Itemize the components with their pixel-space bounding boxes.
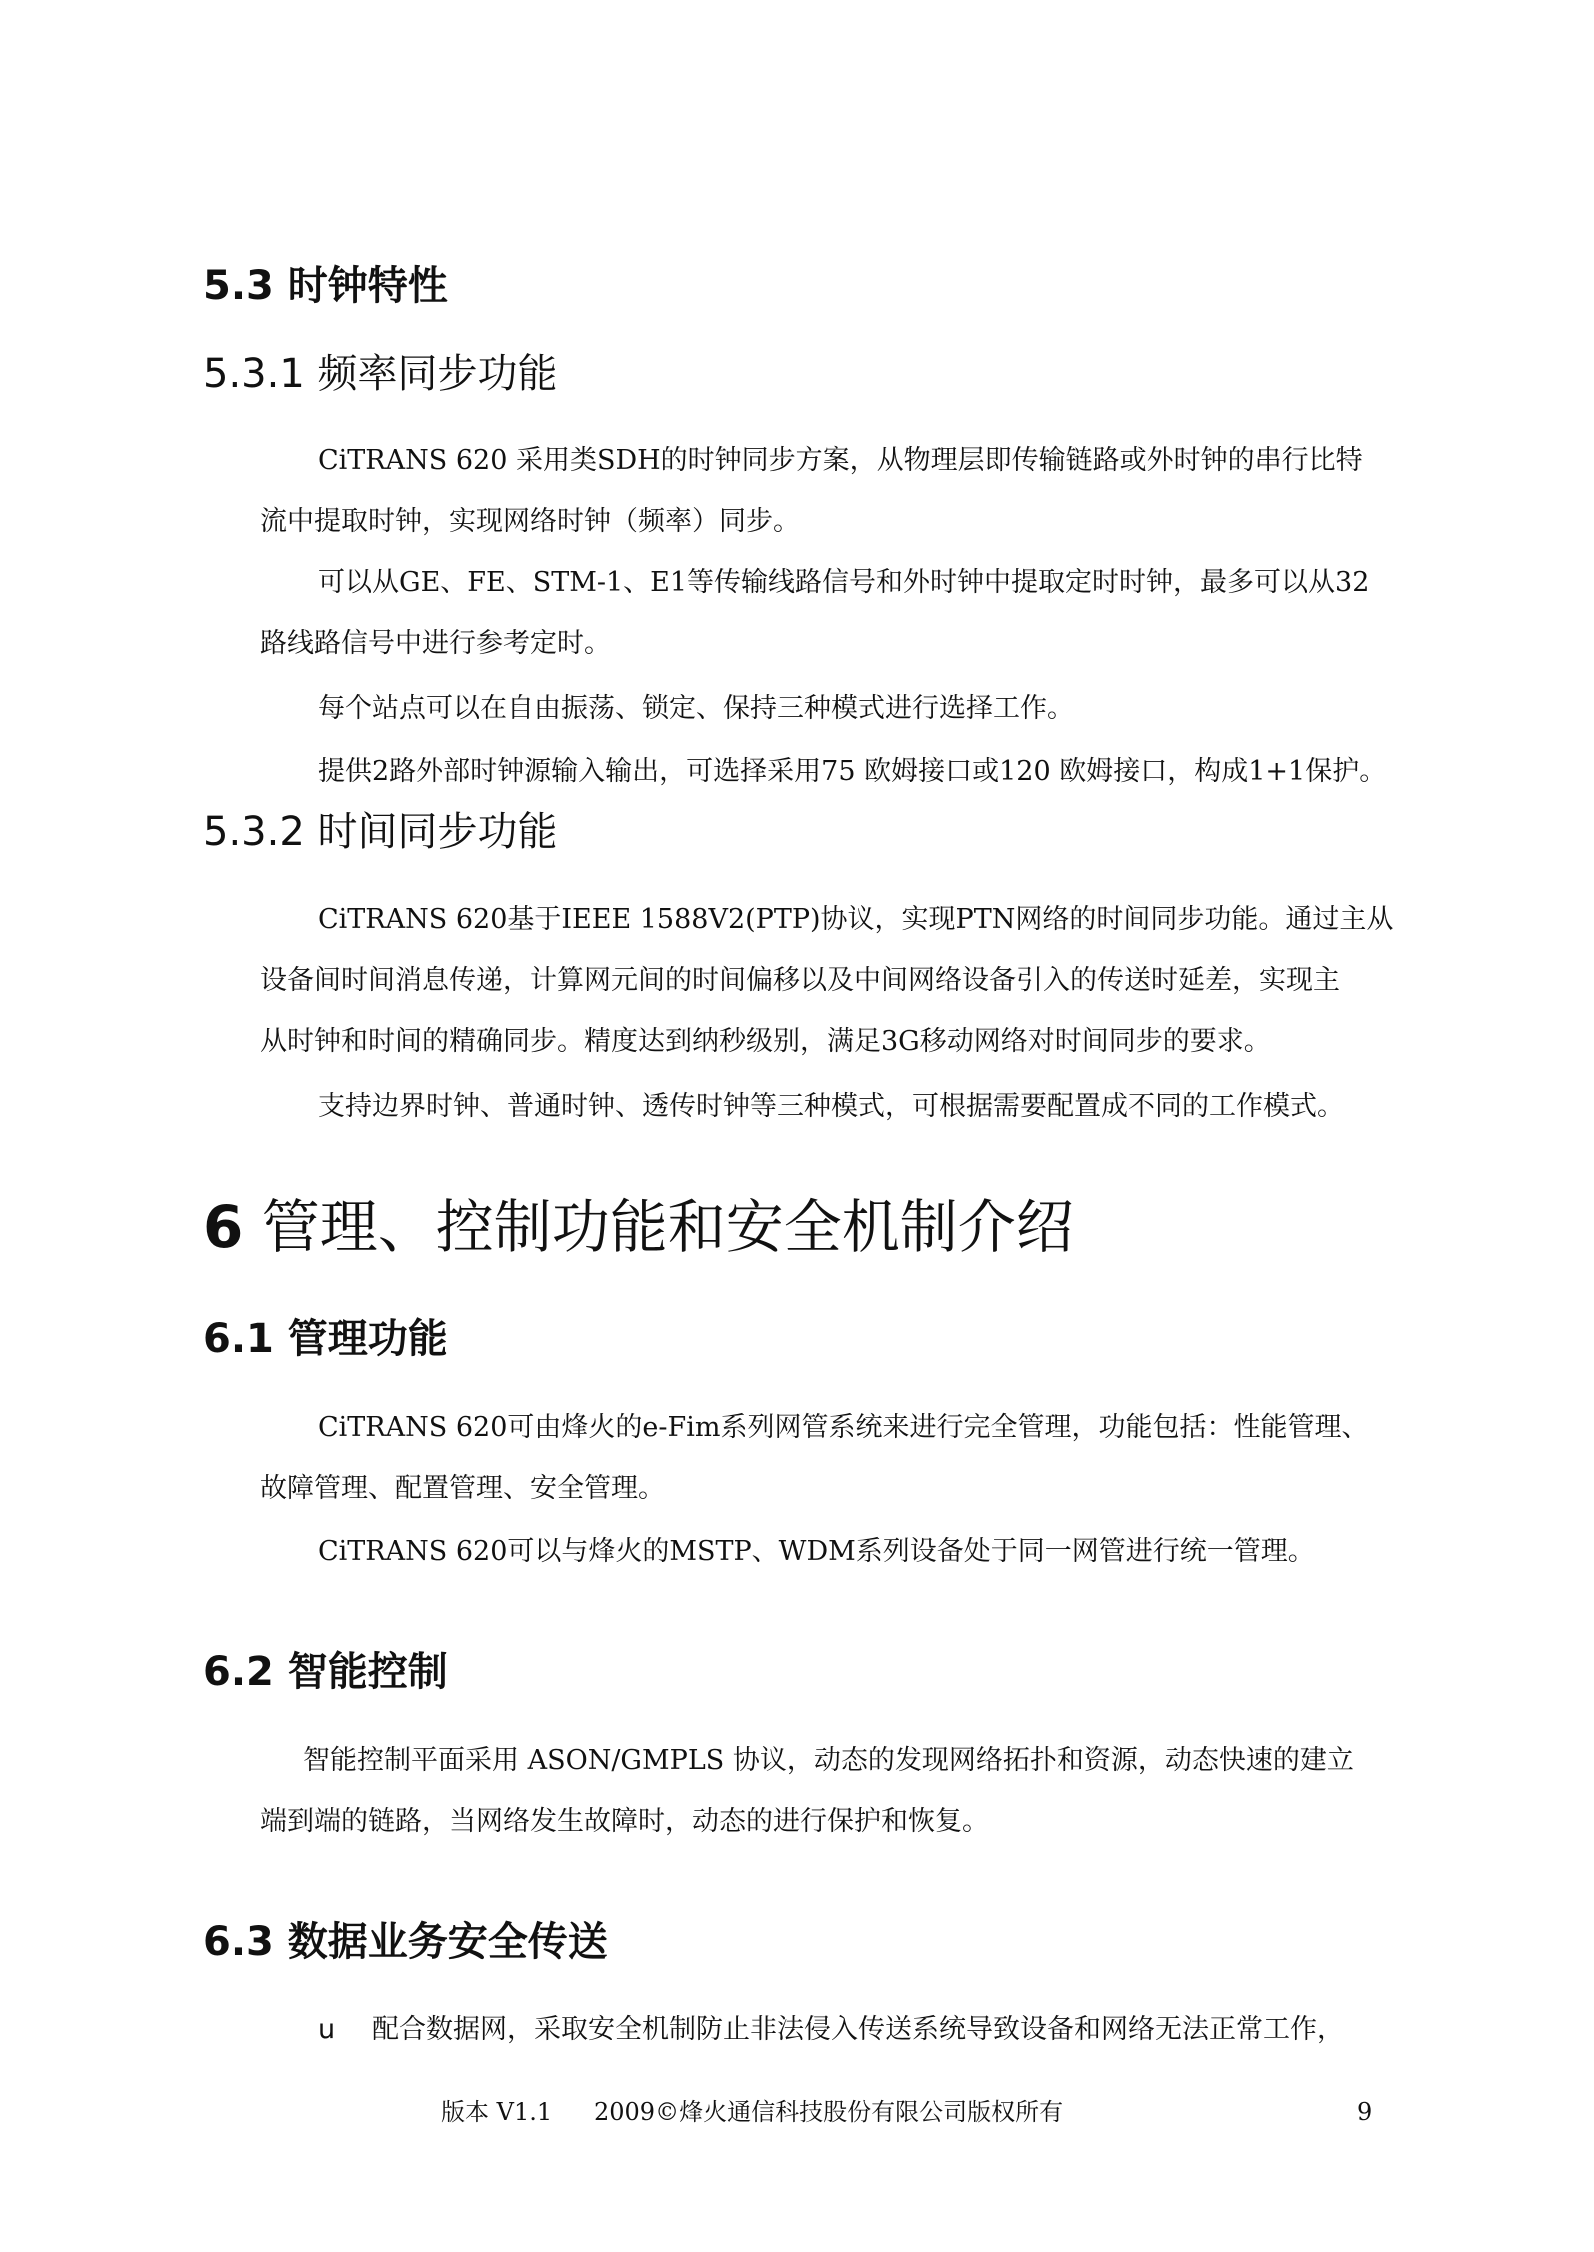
heading-5-3-1: 5.3.1 频率同步功能 xyxy=(203,351,558,397)
paragraph-5-3-1-2-line1: 可以从GE、FE、STM-1、E1等传输线路信号和外时钟中提取定时时钟，最多可以从32 xyxy=(318,567,1370,598)
heading-5-3-2: 5.3.2 时间同步功能 xyxy=(203,809,558,855)
paragraph-6-2-1-line1: 智能控制平面采用 ASON/GMPLS 协议，动态的发现网络拓扑和资源，动态快速的建立 xyxy=(303,1745,1354,1776)
paragraph-5-3-1-1-line1: CiTRANS 620 采用类SDH的时钟同步方案，从物理层即传输链路或外时钟的串行比特 xyxy=(318,445,1363,476)
heading-chapter-6 xyxy=(203,1192,1074,1262)
paragraph-6-1-1-line2: 故障管理、配置管理、安全管理。 xyxy=(260,1473,665,1504)
heading-5-3: 5.3 时钟特性 xyxy=(203,263,448,309)
heading-6-1: 6.1 管理功能 xyxy=(203,1316,448,1362)
bullet-marker: u xyxy=(318,2014,336,2045)
paragraph-5-3-2-1-line1: CiTRANS 620基于IEEE 1588V2(PTP)协议，实现PTN网络的时间同步功能。通过主从 xyxy=(318,904,1394,935)
paragraph-5-3-2-1-line3: 从时钟和时间的精确同步。精度达到纳秒级别，满足3G移动网络对时间同步的要求。 xyxy=(260,1026,1271,1057)
chapter-title: 管理、控制功能和安全机制介绍 xyxy=(261,1193,1074,1261)
paragraph-5-3-1-4: 提供2路外部时钟源输入输出，可选择采用75 欧姆接口或120 欧姆接口，构成1+1保护。 xyxy=(318,756,1387,787)
paragraph-5-3-1-2-line2: 路线路信号中进行参考定时。 xyxy=(260,628,611,659)
paragraph-6-1-1-line1: CiTRANS 620可由烽火的e-Fim系列网管系统来进行完全管理，功能包括：性能管理、 xyxy=(318,1412,1369,1443)
chapter-number: 6 xyxy=(203,1193,244,1261)
heading-6-3: 6.3 数据业务安全传送 xyxy=(203,1919,608,1965)
paragraph-5-3-1-1-line2: 流中提取时钟，实现网络时钟（频率）同步。 xyxy=(260,506,800,537)
footer-copyright: 2009©烽火通信科技股份有限公司版权所有 xyxy=(594,2098,1064,2126)
paragraph-6-1-2: CiTRANS 620可以与烽火的MSTP、WDM系列设备处于同一网管进行统一管理。 xyxy=(318,1536,1315,1567)
heading-6-2: 6.2 智能控制 xyxy=(203,1649,448,1695)
paragraph-5-3-2-2: 支持边界时钟、普通时钟、透传时钟等三种模式，可根据需要配置成不同的工作模式。 xyxy=(318,1091,1344,1122)
paragraph-5-3-2-1-line2: 设备间时间消息传递，计算网元间的时间偏移以及中间网络设备引入的传送时延差，实现主 xyxy=(260,965,1340,996)
bullet-item-1: 配合数据网，采取安全机制防止非法侵入传送系统导致设备和网络无法正常工作， xyxy=(372,2014,1344,2045)
footer-version: 版本 V1.1 xyxy=(441,2098,553,2126)
paragraph-6-2-1-line2: 端到端的链路，当网络发生故障时，动态的进行保护和恢复。 xyxy=(260,1806,989,1837)
footer-page-number: 9 xyxy=(1357,2098,1373,2126)
paragraph-5-3-1-3: 每个站点可以在自由振荡、锁定、保持三种模式进行选择工作。 xyxy=(318,693,1074,724)
